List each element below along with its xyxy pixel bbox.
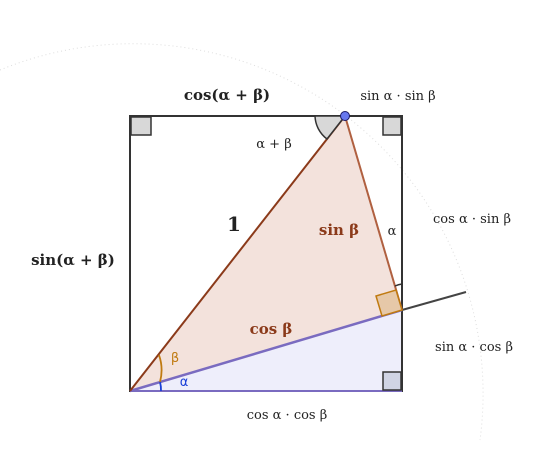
right-angle-bottom-right	[383, 372, 401, 390]
right-lower-label: sin α · cos β	[435, 340, 513, 355]
angle-alpha-label: α	[179, 375, 189, 390]
right-angle-top-right	[383, 117, 401, 135]
top-side-label: cos(α + β)	[183, 86, 271, 104]
right-upper-label: cos α · sin β	[433, 212, 511, 227]
angle-alpha-right-label: α	[387, 224, 397, 239]
angle-alpha-right-arc	[395, 284, 402, 286]
extension-line	[402, 292, 466, 310]
angle-alpha-plus-beta-label: α + β	[256, 137, 292, 152]
top-right-label: sin α · sin β	[360, 89, 436, 104]
sin-beta-label: sin β	[318, 221, 360, 239]
vertex-point[interactable]	[341, 112, 350, 121]
angle-beta-label: β	[170, 351, 180, 366]
left-side-label: sin(α + β)	[31, 251, 115, 269]
hypotenuse-label: 1	[227, 212, 241, 236]
bottom-side-label: cos α · cos β	[246, 408, 328, 423]
angle-alpha-arc	[160, 382, 161, 391]
right-angle-top-left	[131, 117, 151, 135]
cos-beta-label: cos β	[249, 320, 293, 338]
